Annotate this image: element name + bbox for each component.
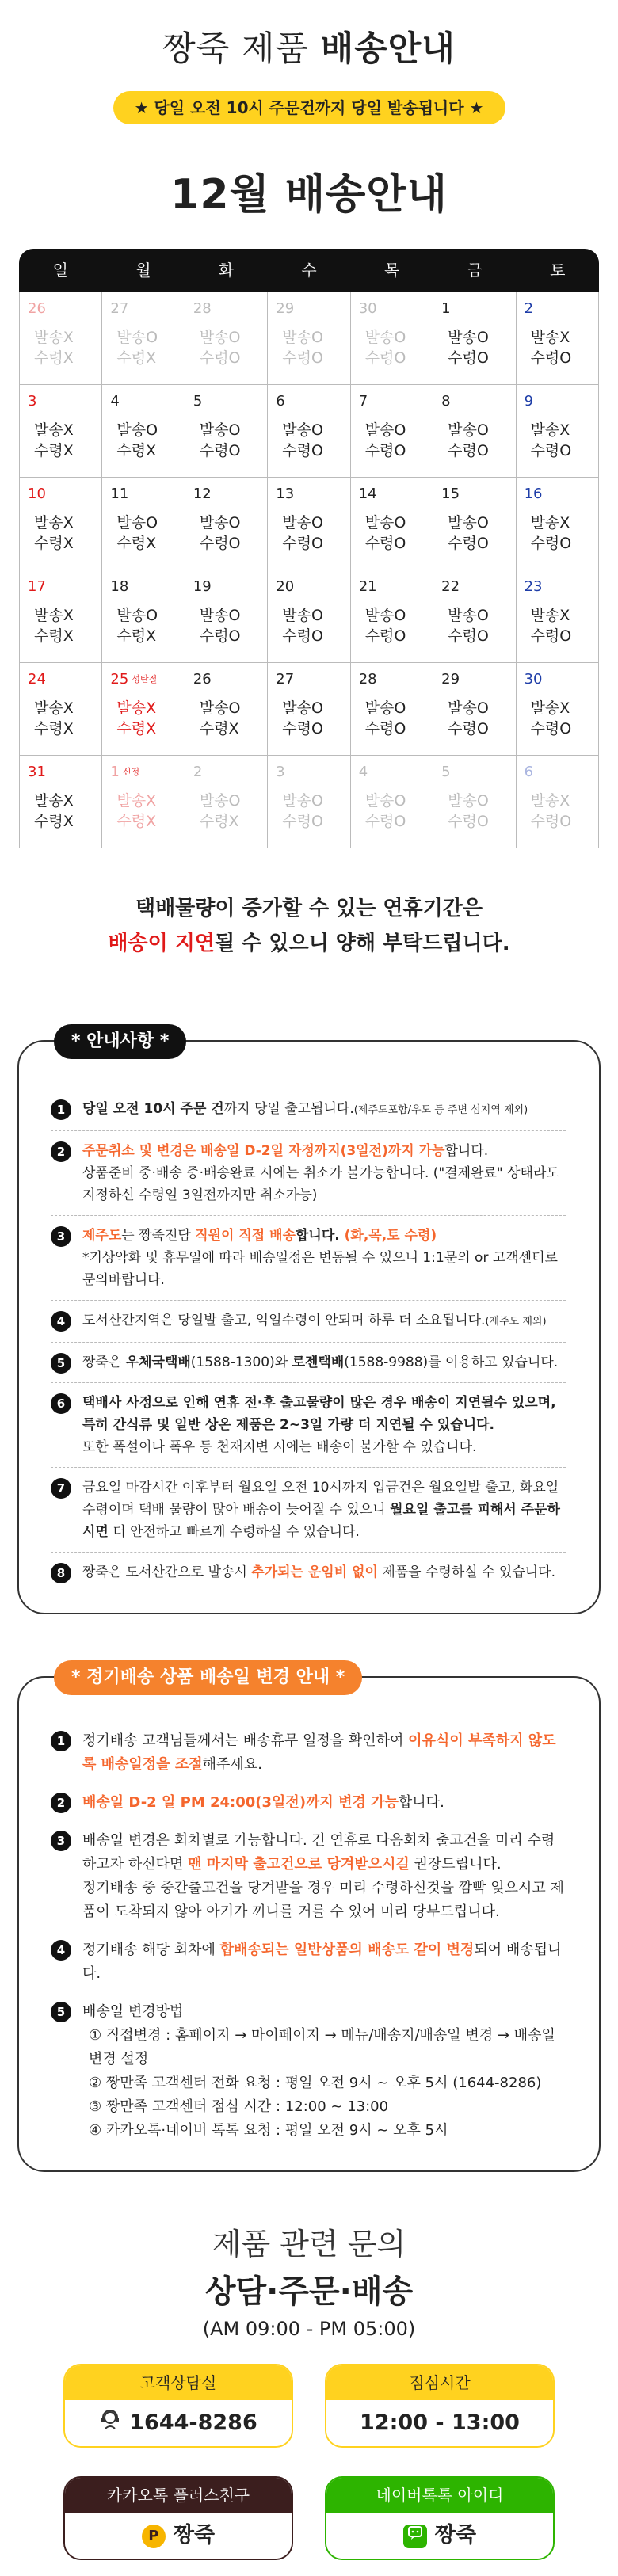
calendar-day-cell (433, 292, 516, 385)
calendar-day-cell (185, 756, 268, 848)
receive-status: 수령O (199, 535, 241, 552)
calendar-day-cell (20, 756, 102, 848)
ship-status: 발송X (530, 329, 570, 346)
receive-status: 수령O (364, 442, 406, 459)
day-number: 20 (276, 578, 295, 595)
receive-status: 수령X (116, 535, 157, 552)
calendar-day-cell (20, 663, 102, 756)
ship-status: 발송O (448, 607, 489, 624)
calendar-day-cell (268, 663, 350, 756)
calendar-day-cell (268, 292, 350, 385)
kakao-plus-friend-card[interactable] (63, 2476, 293, 2560)
receive-status: 수령O (364, 720, 406, 737)
weekday-sun: 일 (52, 261, 68, 280)
day-number: 15 (441, 486, 460, 502)
ship-status: 발송X (34, 607, 74, 624)
holiday-tag: 성탄절 (132, 674, 158, 684)
card-title: 카카오톡 플러스친구 (65, 2478, 292, 2513)
receive-status: 수령O (282, 442, 323, 459)
weekday-header (19, 249, 599, 292)
holiday-delay-note (0, 891, 618, 961)
calendar-day-cell (102, 478, 185, 570)
ship-status: 발송X (116, 699, 157, 717)
ship-status: 발송X (34, 329, 74, 346)
ship-status: 발송O (199, 421, 241, 439)
lunch-time-card (325, 2364, 555, 2448)
calendar-day-cell (517, 756, 599, 848)
receive-status: 수령X (116, 813, 157, 830)
day-number: 7 (358, 393, 368, 410)
day-number: 31 (28, 764, 46, 780)
customer-center-card[interactable] (63, 2364, 293, 2448)
receive-status: 수령O (448, 442, 489, 459)
change-method-2: ② 짱만족 고객센터 전화 요청 : 평일 오전 9시 ~ 오후 5시 (1644-8286) (89, 2075, 542, 2091)
day-number: 1 (441, 300, 451, 317)
number-badge: 7 (51, 1478, 71, 1499)
receive-status: 수령O (448, 813, 489, 830)
calendar-day-cell (351, 478, 433, 570)
day-number: 21 (358, 578, 377, 595)
receive-status: 수령O (448, 535, 489, 552)
guide-item: 5 짱죽은 우체국택배(1588-1300)와 로젠택배(1588-9988)를 이용하고 있습니다. (51, 1343, 566, 1383)
day-number: 24 (28, 671, 46, 688)
ship-status: 발송X (34, 792, 74, 810)
calendar-day-cell (20, 570, 102, 663)
day-number: 12 (193, 486, 212, 502)
receive-status: 수령O (282, 813, 323, 830)
receive-status: 수령O (199, 627, 241, 645)
number-badge: 3 (51, 1226, 71, 1247)
calendar-day-cell (517, 478, 599, 570)
receive-status: 수령X (116, 442, 157, 459)
ship-status: 발송O (282, 421, 323, 439)
day-number: 30 (358, 300, 377, 317)
weekday-tue: 화 (218, 261, 235, 280)
receive-status: 수령O (282, 627, 323, 645)
day-number: 28 (193, 300, 212, 317)
holiday-tag: 신정 (122, 767, 140, 777)
calendar-day-cell (433, 756, 516, 848)
calendar-day-cell (185, 292, 268, 385)
day-number: 18 (110, 578, 129, 595)
ship-status: 발송O (448, 792, 489, 810)
month-title: 12월 배송안내 (170, 171, 448, 219)
receive-status: 수령X (199, 720, 239, 737)
receive-status: 수령O (530, 442, 572, 459)
kakao-id[interactable]: P 짱죽 (65, 2513, 292, 2559)
ship-status: 발송O (199, 699, 241, 717)
delay-highlight: 배송이 지연 (108, 932, 216, 955)
number-badge: 5 (51, 2002, 71, 2022)
ship-status: 발송O (199, 607, 241, 624)
receive-status: 수령O (530, 720, 572, 737)
regular-item: 3 배송일 변경은 회차별로 가능합니다. 긴 연휴로 다음회차 출고건을 미리 수령하고자 하신다면 맨 마지막 출고건으로 당겨받으시길 권장드립니다. 정기배송 중 중간출고건을 당겨받을 경우 미리 수령하신것을 깜빡 잊으시고 제품이 도착되지 않아 아기가 끼니를 거를 수 있어 미리 당부드립니다. (51, 1822, 566, 1931)
regular-delivery-title: * 정기배송 상품 배송일 변경 안내 * (54, 1660, 362, 1695)
regular-item: 4 정기배송 해당 회차에 합배송되는 일반상품의 배송도 같이 변경되어 배송됩니다. (51, 1931, 566, 1993)
ship-status: 발송O (282, 792, 323, 810)
number-badge: 5 (51, 1353, 71, 1374)
receive-status: 수령O (364, 349, 406, 367)
receive-status: 수령X (116, 720, 157, 737)
calendar-day-cell (185, 478, 268, 570)
receive-status: 수령X (34, 349, 74, 367)
receive-status: 수령O (448, 627, 489, 645)
day-number: 22 (441, 578, 460, 595)
receive-status: 수령O (282, 720, 323, 737)
calendar-day-cell (20, 385, 102, 478)
calendar-day-cell (433, 570, 516, 663)
number-badge: 6 (51, 1393, 71, 1414)
receive-status: 수령O (530, 627, 572, 645)
ship-status: 발송X (530, 607, 570, 624)
day-number: 9 (524, 393, 534, 410)
day-number: 27 (110, 300, 129, 317)
ship-status: 발송O (364, 607, 406, 624)
ship-status: 발송X (530, 699, 570, 717)
ship-status: 발송O (282, 607, 323, 624)
calendar-day-cell (102, 292, 185, 385)
day-number: 5 (441, 764, 451, 780)
kakao-plus-icon: P (142, 2525, 166, 2548)
naver-id[interactable]: 짱죽 (326, 2513, 553, 2559)
day-number: 4 (110, 393, 120, 410)
weekday-sat: 토 (550, 261, 566, 280)
ship-status: 발송O (364, 792, 406, 810)
ship-status: 발송O (448, 421, 489, 439)
day-number: 14 (358, 486, 377, 502)
calendar-day-cell (268, 756, 350, 848)
naver-talktalk-card[interactable] (325, 2476, 555, 2560)
day-number: 8 (441, 393, 451, 410)
card-title: 고객상담실 (65, 2365, 292, 2400)
headset-icon (99, 2401, 121, 2447)
receive-status: 수령O (530, 813, 572, 830)
ship-status: 발송O (199, 514, 241, 532)
day-number: 23 (524, 578, 543, 595)
number-badge: 4 (51, 1311, 71, 1332)
number-badge: 2 (51, 1141, 71, 1162)
receive-status: 수령O (199, 349, 241, 367)
contact-hours: (AM 09:00 - PM 05:00) (202, 2318, 416, 2340)
contact-section (0, 2220, 618, 2340)
day-number: 27 (276, 671, 295, 688)
ship-status: 발송O (448, 699, 489, 717)
calendar-day-cell (351, 292, 433, 385)
day-number: 26 (28, 300, 46, 317)
card-title: 네이버톡톡 아이디 (326, 2478, 553, 2513)
calendar-day-cell (351, 663, 433, 756)
calendar-day-cell (433, 663, 516, 756)
same-day-notice-badge: ★ 당일 오전 10시 주문건까지 당일 발송됩니다 ★ (113, 91, 505, 124)
receive-status: 수령O (530, 535, 572, 552)
ship-status: 발송O (116, 607, 158, 624)
day-number: 5 (193, 393, 203, 410)
day-number: 11 (110, 486, 129, 502)
change-method-4: ④ 카카오톡·네이버 톡톡 요청 : 평일 오전 9시 ~ 오후 5시 (89, 2122, 448, 2139)
weekday-wed: 수 (301, 261, 317, 280)
contact-heading: 제품 관련 문의 (212, 2227, 406, 2262)
ship-status: 발송O (282, 514, 323, 532)
day-number: 1 $^{신정}$ (110, 764, 140, 780)
ship-status: 발송O (364, 699, 406, 717)
receive-status: 수령X (34, 442, 74, 459)
receive-status: 수령X (199, 813, 239, 830)
receive-status: 수령O (448, 349, 489, 367)
receive-status: 수령X (34, 813, 74, 830)
card-title: 점심시간 (326, 2365, 553, 2400)
ship-status: 발송O (116, 514, 158, 532)
guide-item: 1 당일 오전 10시 주문 건까지 당일 출고됩니다.(제주도포함/우도 등 주변 섬지역 제외) (51, 1089, 566, 1131)
guide-item: 4 도서산간지역은 당일발 출고, 익일수령이 안되며 하루 더 소요됩니다.(제주도 제외) (51, 1301, 566, 1343)
ship-status: 발송O (199, 329, 241, 346)
change-method-1: ① 직접변경 : 홈페이지 → 마이페이지 → 메뉴/배송지/배송일 변경 → 배송일 변경 설정 (89, 2027, 555, 2067)
day-number: 2 (524, 300, 534, 317)
calendar-day-cell (351, 756, 433, 848)
receive-status: 수령O (199, 442, 241, 459)
guide-title: * 안내사항 * (54, 1024, 186, 1059)
guide-item: 8 짱죽은 도서산간으로 발송시 추가되는 운임비 없이 제품을 수령하실 수 있습니다. (51, 1553, 566, 1592)
day-number: 29 (276, 300, 295, 317)
calendar-day-cell (102, 570, 185, 663)
calendar-day-cell (102, 756, 185, 848)
number-badge: 4 (51, 1940, 71, 1961)
guide-item: 3 제주도는 짱죽전담 직원이 직접 배송합니다. (화,목,토 수령) *기상악화 및 휴무일에 따라 배송일정은 변동될 수 있으니 1:1문의 or 고객센터로 문의바랍니다. (51, 1216, 566, 1301)
contact-cards (63, 2364, 555, 2560)
day-number: 19 (193, 578, 212, 595)
ship-status: 발송X (116, 792, 157, 810)
day-number: 26 (193, 671, 212, 688)
guide-box (17, 1031, 601, 1614)
receive-status: 수령X (34, 720, 74, 737)
ship-status: 발송O (364, 514, 406, 532)
calendar-day-cell (517, 663, 599, 756)
regular-item: 5 배송일 변경방법 ① 직접변경 : 홈페이지 → 마이페이지 → 메뉴/배송지/배송일 변경 → 배송일 변경 설정 ② 짱만족 고객센터 전화 요청 : 평일 오전 9시 ~ 오후 5시 (1644-8286) ③ 짱만족 고객센터 점심 시간 : 12:00 ~ 13:00 ④ 카카오톡·네이버 톡톡 요청 : 평일 오전 9시 ~ 오후 5시 (51, 1993, 566, 2150)
ship-status: 발송X (34, 514, 74, 532)
day-number: 10 (28, 486, 46, 502)
weekday-fri: 금 (467, 261, 483, 280)
receive-status: 수령X (116, 627, 157, 645)
holiday-note-line1: 택배물량이 증가할 수 있는 연휴기간은 (135, 897, 483, 920)
receive-status: 수령O (282, 349, 323, 367)
day-number: 28 (358, 671, 377, 688)
receive-status: 수령O (364, 535, 406, 552)
regular-item: 2 배송일 D-2 일 PM 24:00(3일전)까지 변경 가능합니다. (51, 1784, 566, 1822)
calendar-day-cell (20, 292, 102, 385)
day-number: 30 (524, 671, 543, 688)
calendar-day-cell (268, 570, 350, 663)
ship-status: 발송O (364, 329, 406, 346)
regular-delivery-box (17, 1667, 601, 2172)
number-badge: 2 (51, 1793, 71, 1813)
ship-status: 발송O (116, 329, 158, 346)
receive-status: 수령X (116, 349, 157, 367)
contact-subheading: 상담·주문·배송 (204, 2273, 414, 2310)
day-number: 25 $^{성탄절}$ (110, 671, 158, 688)
calendar-day-cell (268, 478, 350, 570)
receive-status: 수령O (282, 535, 323, 552)
day-number: 3 (276, 764, 285, 780)
calendar-day-cell (268, 385, 350, 478)
ship-status: 발송O (282, 699, 323, 717)
ship-status: 발송O (116, 421, 158, 439)
ship-status: 발송O (282, 329, 323, 346)
day-number: 6 (524, 764, 534, 780)
number-badge: 8 (51, 1563, 71, 1583)
ship-status: 발송O (448, 329, 489, 346)
receive-status: 수령O (364, 627, 406, 645)
calendar-day-cell (185, 663, 268, 756)
page (0, 22, 618, 2576)
calendar-day-cell (185, 570, 268, 663)
calendar-day-cell (351, 570, 433, 663)
calendar-day-cell (20, 478, 102, 570)
change-method-3: ③ 짱만족 고객센터 점심 시간 : 12:00 ~ 13:00 (89, 2098, 389, 2115)
phone-number[interactable]: 1644-8286 (65, 2400, 292, 2446)
calendar-grid (19, 292, 599, 848)
ship-status: 발송X (34, 699, 74, 717)
receive-status: 수령X (34, 627, 74, 645)
ship-status: 발송O (448, 514, 489, 532)
calendar-day-cell (102, 663, 185, 756)
number-badge: 1 (51, 1099, 71, 1120)
regular-item: 1 정기배송 고객님들께서는 배송휴무 일정을 확인하여 이유식이 부족하지 않도록 배송일정을 조절해주세요. (51, 1722, 566, 1784)
day-number: 2 (193, 764, 203, 780)
day-number: 4 (358, 764, 368, 780)
calendar-day-cell (517, 570, 599, 663)
receive-status: 수령O (530, 349, 572, 367)
calendar-day-cell (433, 478, 516, 570)
ship-status: 발송X (34, 421, 74, 439)
ship-status: 발송X (530, 792, 570, 810)
guide-item: 7 금요일 마감시간 이후부터 월요일 오전 10시까지 입금건은 월요일발 출고, 화요일 수령이며 택배 물량이 많아 배송이 늦어질 수 있으니 월요일 출고를 피해서 주문하시면 더 안전하고 빠르게 수령하실 수 있습니다. (51, 1468, 566, 1553)
ship-status: 발송O (199, 792, 241, 810)
day-number: 17 (28, 578, 46, 595)
receive-status: 수령O (364, 813, 406, 830)
page-title: 짱죽 제품 배송안내 (162, 29, 456, 69)
day-number: 13 (276, 486, 295, 502)
day-number: 3 (28, 393, 37, 410)
calendar-day-cell (102, 385, 185, 478)
day-number: 6 (276, 393, 285, 410)
guide-item: 2 주문취소 및 변경은 배송일 D-2일 자정까지(3일전)까지 가능합니다. 상품준비 중·배송 중·배송완료 시에는 취소가 불가능합니다. ("결제완료" 상태라도 지정하신 수령일 3일전까지만 취소가능) (51, 1131, 566, 1216)
calendar-day-cell (517, 292, 599, 385)
guide-item: 6 택배사 사정으로 인해 연휴 전·후 출고물량이 많은 경우 배송이 지연될수 있으며, 특히 간식류 및 일반 상온 제품은 2~3일 가량 더 지연될 수 있습니다. 또한 폭설이나 폭우 등 천재지변 시에는 배송이 불가할 수 있습니다. (51, 1383, 566, 1468)
calendar-day-cell (185, 385, 268, 478)
naver-talk-icon (403, 2525, 427, 2548)
calendar-day-cell (517, 385, 599, 478)
calendar-day-cell (433, 385, 516, 478)
calendar-day-cell (351, 385, 433, 478)
number-badge: 3 (51, 1831, 71, 1851)
day-number: 16 (524, 486, 543, 502)
lunch-time: 12:00 - 13:00 (326, 2400, 553, 2446)
day-number: 29 (441, 671, 460, 688)
holiday-note-line2: 배송이 지연될 수 있으니 양해 부탁드립니다. (108, 932, 510, 955)
weekday-mon: 월 (135, 261, 151, 280)
weekday-thu: 목 (383, 261, 400, 280)
number-badge: 1 (51, 1731, 71, 1751)
ship-status: 발송X (530, 421, 570, 439)
delivery-calendar (19, 249, 599, 848)
receive-status: 수령X (34, 535, 74, 552)
receive-status: 수령O (448, 720, 489, 737)
ship-status: 발송O (364, 421, 406, 439)
ship-status: 발송X (530, 514, 570, 532)
